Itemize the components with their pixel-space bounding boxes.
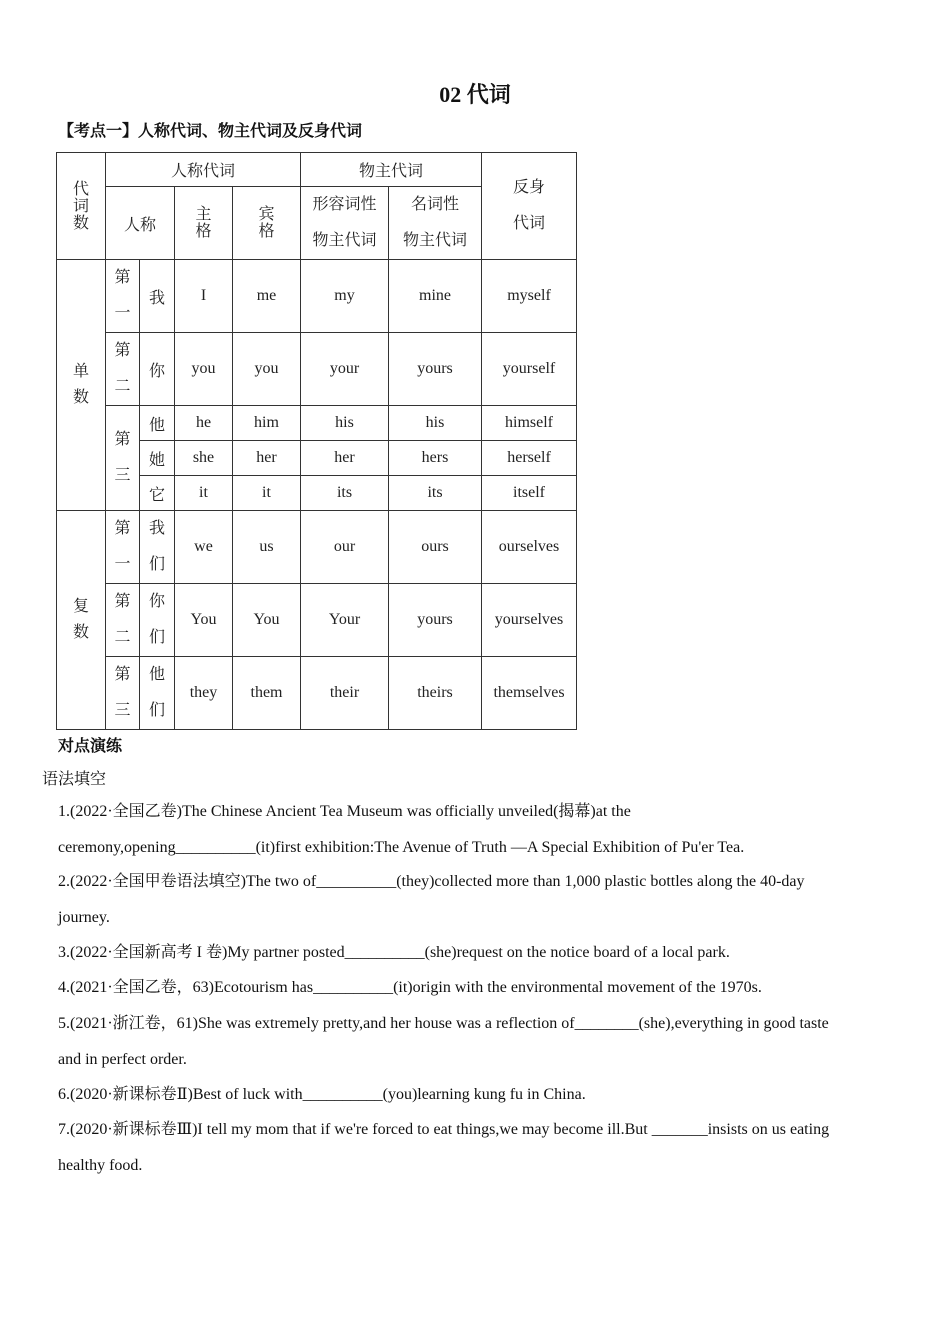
question-5: 5.(2021·浙江卷，61)She was extremely pretty,and her house was a reflection of________(she),everything in good taste and in perfect order. [58, 1015, 829, 1068]
table-row: 第 三 他 们 they them their theirs themselves [57, 657, 577, 730]
header-subject-case: 主 格 [175, 187, 233, 260]
header-object-case: 宾 格 [233, 187, 301, 260]
label-singular: 单 数 [57, 260, 106, 511]
header-person: 人称 [106, 187, 175, 260]
table-row: 第 三 他 he him his his himself [57, 406, 577, 441]
section-heading: 【考点一】人称代词、物主代词及反身代词 [58, 123, 363, 140]
label-third-person: 第 三 [106, 406, 140, 511]
table-row: 她 she her her hers herself [57, 441, 577, 476]
label-second-person: 第 二 [106, 333, 140, 406]
header-adjective-possessive: 形容词性 物主代词 [301, 187, 389, 260]
question-4: 4.(2021·全国乙卷，63)Ecotourism has__________(it)origin with the environmental movement of the 1970s. [58, 979, 762, 996]
question-6: 6.(2020·新课标卷Ⅱ)Best of luck with__________(you)learning kung fu in China. [58, 1086, 586, 1103]
table-row: 复 数 第 一 我 们 we us our ours ourselves [57, 511, 577, 584]
question-3: 3.(2022·全国新高考 I 卷)My partner posted__________(she)request on the notice board of a local park. [58, 944, 730, 961]
label-first-person: 第 一 [106, 260, 140, 333]
header-noun-possessive: 名词性 物主代词 [389, 187, 482, 260]
question-1: 1.(2022·全国乙卷)The Chinese Ancient Tea Museum was officially unveiled(揭幕)at the ceremony,opening__________(it)first exhibition:The Avenue of Truth —A Special Exhibition of Pu'er Tea. [58, 803, 745, 856]
header-possessive-pronoun: 物主代词 [301, 153, 482, 187]
table-row: 它 it it its its itself [57, 476, 577, 511]
pronoun-table [56, 152, 577, 730]
header-dai-ci-shu: 代 词 数 [57, 153, 106, 260]
question-7: 7.(2020·新课标卷Ⅲ)I tell my mom that if we're forced to eat things,we may become ill.But _______insists on us eating healthy food. [58, 1121, 830, 1174]
table-row: 单 数 第 一 我 I me my mine myself [57, 260, 577, 333]
table-row: 第 二 你 you you your yours yourself [57, 333, 577, 406]
practice-label: 对点演练 [58, 738, 123, 755]
page-title: 02 代词 [439, 82, 511, 107]
header-reflexive-pronoun: 反身 代词 [482, 153, 577, 260]
exercise-type-label: 语法填空 [42, 771, 107, 788]
question-2: 2.(2022·全国甲卷语法填空)The two of__________(they)collected more than 1,000 plastic bottles along the 40-day journey. [58, 873, 805, 926]
label-plural: 复 数 [57, 511, 106, 730]
header-personal-pronoun: 人称代词 [106, 153, 301, 187]
table-row: 第 二 你 们 You You Your yours yourselves [57, 584, 577, 657]
